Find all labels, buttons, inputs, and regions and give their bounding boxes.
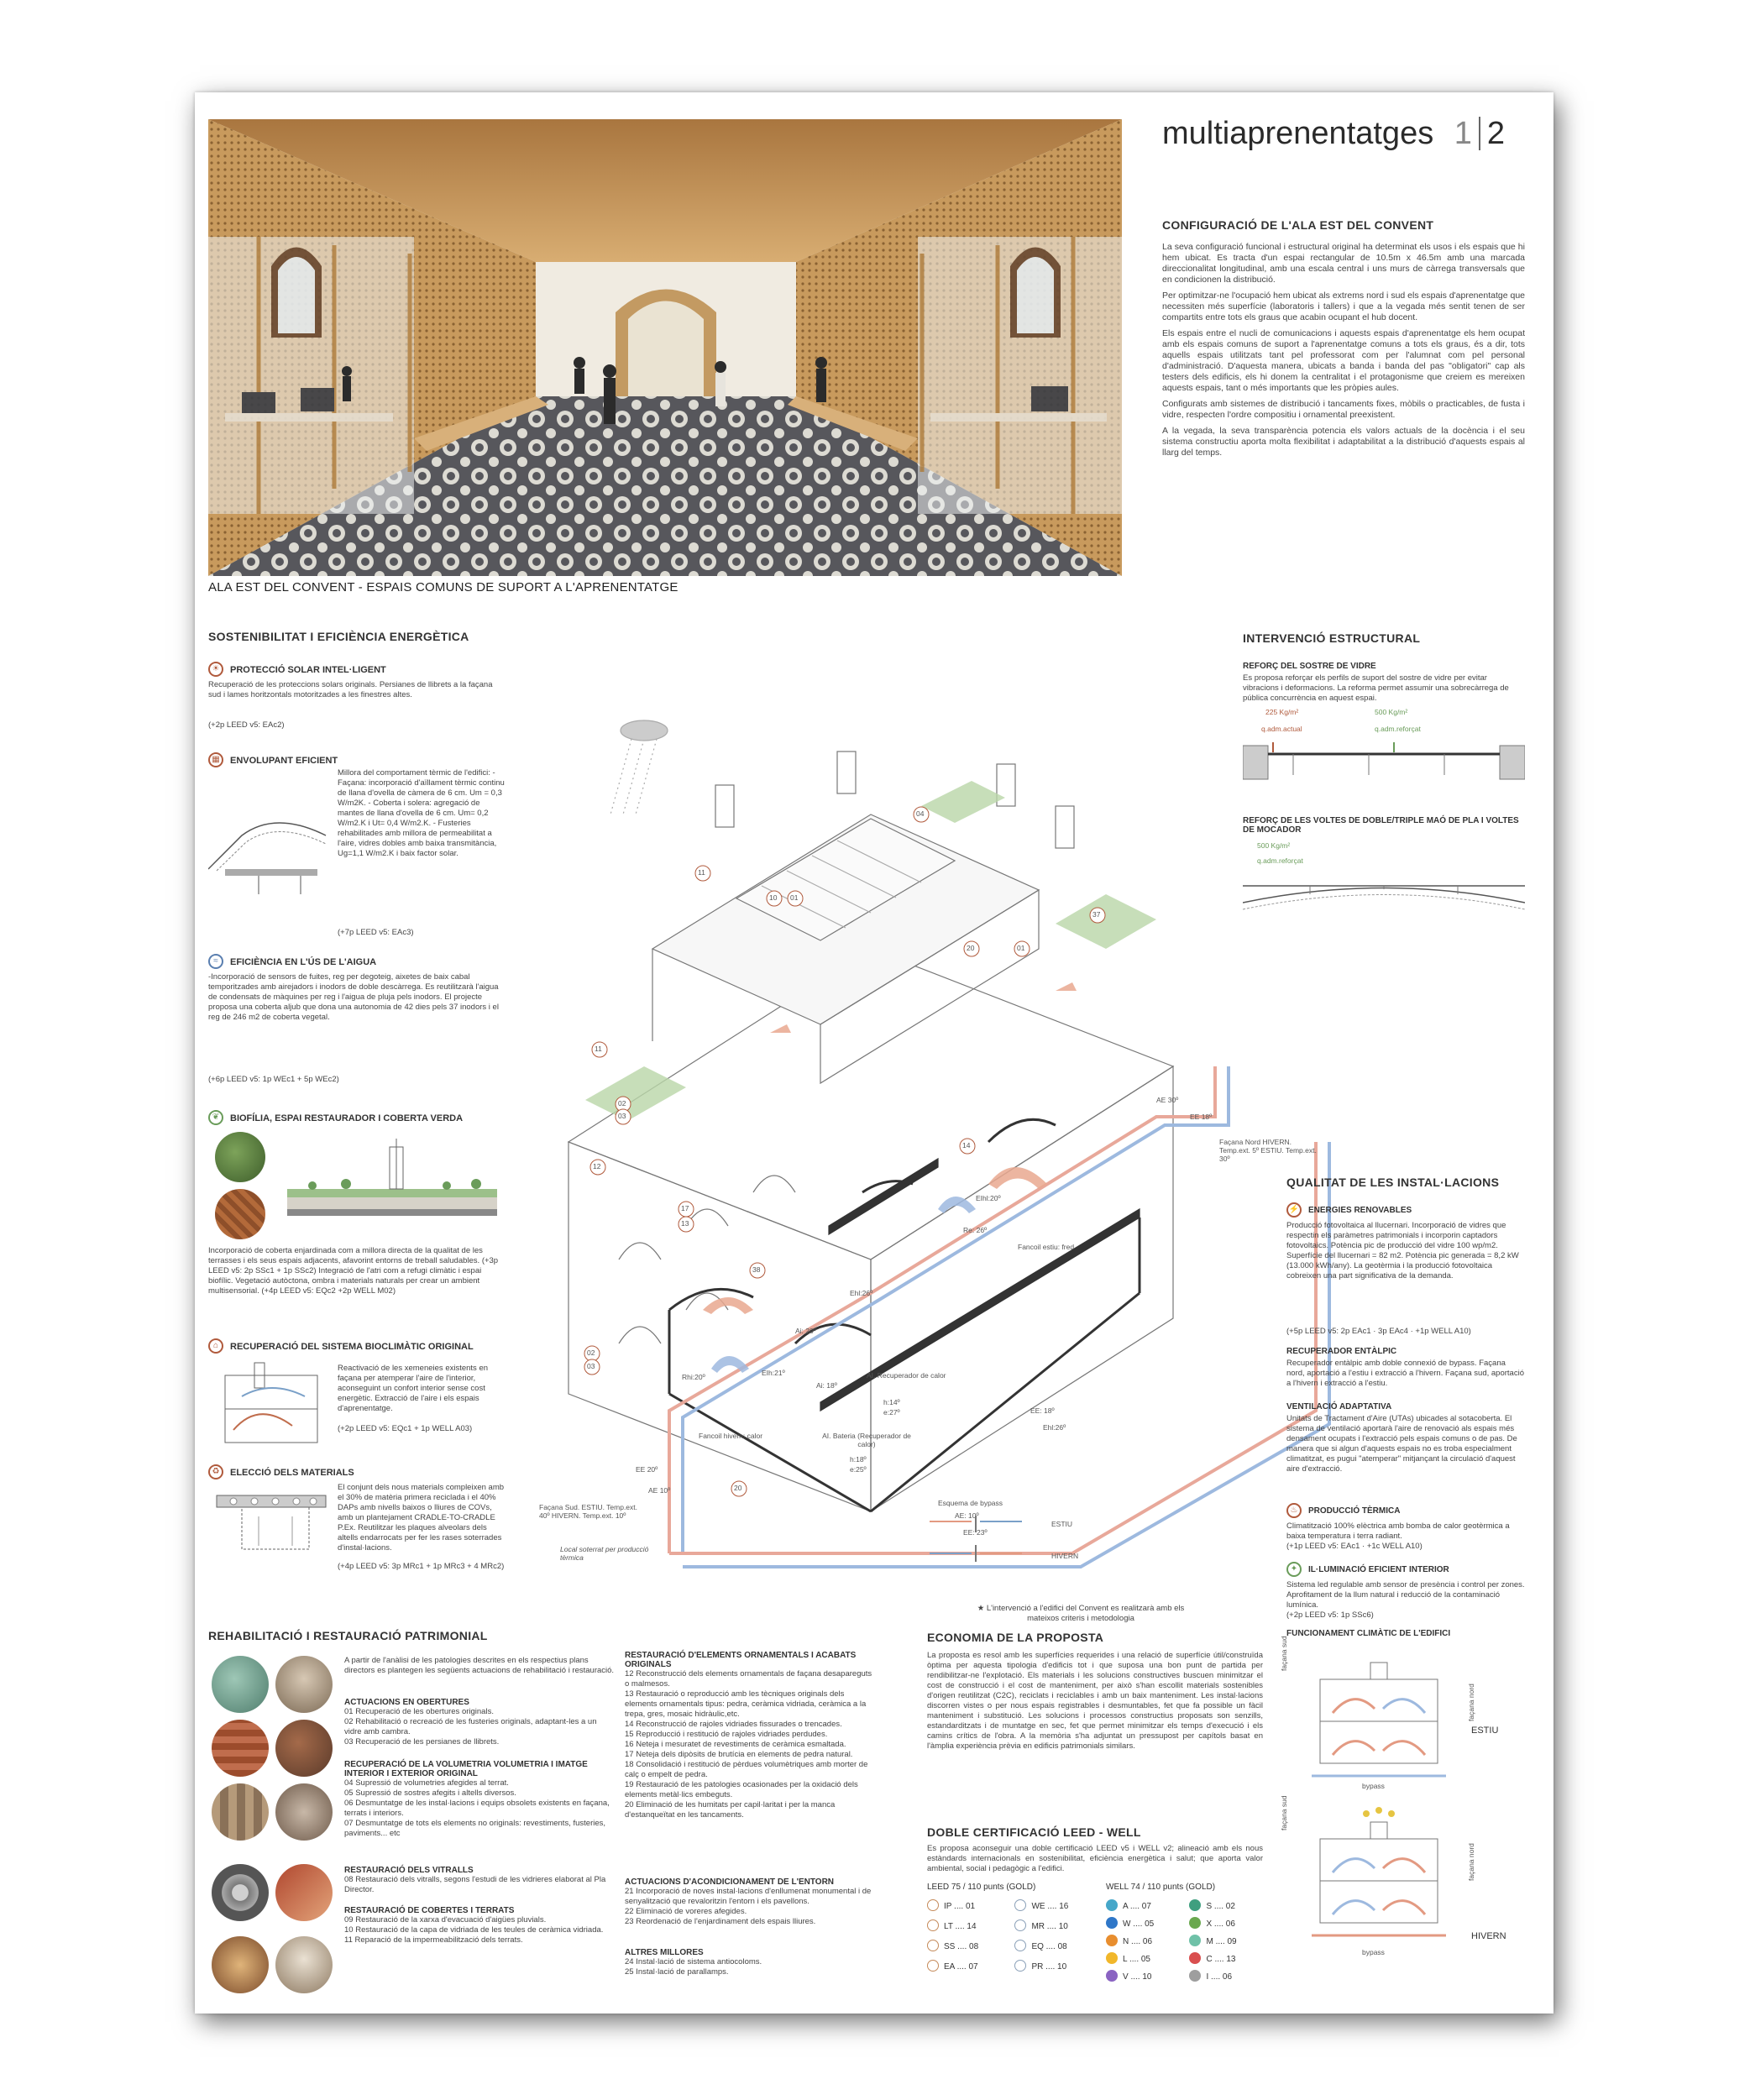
qualitat-item-4-title: PRODUCCIÓ TÈRMICA bbox=[1308, 1506, 1401, 1516]
rehab-col2-1-title: RESTAURACIÓ D'ELEMENTS ORNAMENTALS I ACABATS ORIGINALS bbox=[625, 1651, 857, 1669]
axon-label-fancoil-hivern: Fancoil hivern: calor bbox=[699, 1432, 763, 1440]
title-number-a: 1 bbox=[1454, 116, 1472, 151]
leed-col-1 bbox=[927, 1899, 1011, 1980]
estructural-load3: 500 Kg/m² bbox=[1257, 841, 1291, 850]
well-i-icon bbox=[1189, 1970, 1201, 1982]
rehab-col2-1-item-5: 16 Neteja i mesuratet de revestiments de ceràmica esmaltada. bbox=[625, 1740, 846, 1749]
sost-item-4-text: Incorporació de coberta enjardinada com a millora directa de la qualitat de les terrasses i els seus espais adjacents, afavorint entorns de treball saludables. (+3p LEED v5: 2p SSc1 + 1p SSc2) Integració de l'atri com a refugi climàtic i espai biofílic. Vegetació autòctona, ombra i materials naturals per crear un ambient multisensorial. (+4p LEED v5: EQc2 +2p WELL M02) bbox=[208, 1246, 499, 1296]
well-l-icon bbox=[1106, 1952, 1118, 1964]
axon-marker-01: 01 bbox=[790, 893, 799, 902]
rehab-4-item-2: 10 Restauració de la capa de vidriada de les teules de ceràmica vidriada. bbox=[344, 1925, 604, 1935]
rose-window-photo bbox=[212, 1864, 269, 1921]
shutters-photo bbox=[212, 1720, 269, 1777]
terrace-photo bbox=[275, 1936, 333, 1993]
rehab-col2-2-item-3: 23 Reordenació de l'enjardinament dels espais lliures. bbox=[625, 1917, 816, 1926]
sost-item-3-title: EFICIÈNCIA EN L'ÚS DE L'AIGUA bbox=[230, 957, 377, 967]
sun-icon: ☀ bbox=[208, 662, 223, 677]
axon-marker-20b: 20 bbox=[734, 1484, 742, 1492]
qualitat-item-5-title: IL·LUMINACIÓ EFICIENT INTERIOR bbox=[1308, 1565, 1449, 1574]
well-row-i: I .... 06 bbox=[1189, 1970, 1269, 1982]
well-row-v: V .... 10 bbox=[1106, 1970, 1186, 1982]
certificacio-text: Es proposa aconseguir una doble certificació LEED v5 i WELL v2; alineació amb els nous estàndards internacionals en sostenibilitat, eficiència energètica i salut; que aporta valor ambiental, social i pedagògic a l'edifici. bbox=[927, 1844, 1263, 1873]
summer-climate-diagram bbox=[1295, 1646, 1463, 1788]
axon-label-ee20: EE 20º bbox=[636, 1465, 658, 1474]
rehab-group-4-title: RESTAURACIÓ DE COBERTES I TERRATS bbox=[344, 1906, 515, 1915]
axon-marker-38: 38 bbox=[752, 1265, 761, 1274]
poster-title bbox=[1162, 116, 1505, 152]
axon-marker-03: 03 bbox=[618, 1112, 626, 1120]
bypass-scheme-diagram bbox=[913, 1511, 1039, 1579]
qualitat-item-1-leed: (+5p LEED v5: 2p EAc1 · 3p EAc4 · +1p WELL A10) bbox=[1286, 1327, 1471, 1336]
well-row-l: L .... 05 bbox=[1106, 1952, 1186, 1964]
leed-row-pr: PR .... 10 bbox=[1014, 1960, 1098, 1972]
rehab-1-item-1: 01 Recuperació de les obertures originals. bbox=[344, 1707, 494, 1716]
axon-label-fancoil-estiu: Fancoil estiu: fred bbox=[1018, 1243, 1075, 1251]
rehab-1-item-2: 02 Rehabilitació o recreació de les fusteries originals, adaptant-les a un vidre amb cambra. bbox=[344, 1717, 597, 1736]
rehab-1-item-3: 03 Recuperació de les persianes de llibrets. bbox=[344, 1737, 500, 1747]
axon-marker-37: 37 bbox=[1092, 910, 1101, 919]
config-p1: La seva configuració funcional i estructural original ha determinat els usos i els espais que hi hem ubicat. Es tracta d'un espai rectangular de 10.5m x 46.5m amb una marcada direccionalitat longitudinal, amb una escala central i uns murs de càrrega transversals que en condicionen la distribució. bbox=[1162, 242, 1525, 285]
bypass-heading: Esquema de bypass bbox=[938, 1499, 1003, 1507]
rehab-col2-group-1 bbox=[625, 1651, 877, 1820]
roof-section-diagram bbox=[208, 777, 334, 903]
leed-credits bbox=[927, 1899, 1103, 1980]
well-c-icon bbox=[1189, 1952, 1201, 1964]
well-col-2 bbox=[1189, 1899, 1269, 1987]
rehab-col2-1-item-2: 13 Restauració o reproducció amb les tècniques originals dels elements ornamentals tipus: pedra, ceràmica vidriada, ceràmica a la trepa, gres, mosaic hidràulic,etc. bbox=[625, 1689, 867, 1719]
sost-item-5-text: Reactivació de les xemeneies existents en façana per atemperar l'aire de l'interior, aconseguint un confort interior sense cost energètic. Extracció de l'aire i els espais d'aprenentatge. bbox=[338, 1364, 489, 1413]
qualitat-item-4-text: Climatització 100% elèctrica amb bomba de calor geotèrmica a baixa temperatura i terra radiant. bbox=[1286, 1521, 1510, 1541]
axon-label-ehl26: Ehl:26º bbox=[850, 1289, 873, 1297]
leed-ss-icon bbox=[927, 1940, 939, 1951]
axon-label-eih20: Rhi:20º bbox=[682, 1373, 705, 1381]
leed-row-mr: MR .... 10 bbox=[1014, 1919, 1098, 1931]
doors-photo bbox=[275, 1720, 333, 1777]
bypass-hivern: HIVERN bbox=[1051, 1552, 1079, 1560]
well-row-c: C .... 13 bbox=[1189, 1952, 1269, 1964]
rehab-group-3-title: RESTAURACIÓ DELS VITRALLS bbox=[344, 1866, 474, 1875]
estructural-sub2: REFORÇ DE LES VOLTES DE DOBLE/TRIPLE MAÓ DE PLA I VOLTES DE MOCADOR bbox=[1243, 816, 1519, 835]
solar-panel-icon: ⚡ bbox=[1286, 1202, 1302, 1218]
sost-item-2-text: Millora del comportament tèrmic de l'edifici: - Façana: incorporació d'aïllament tèrmic continu de llana d'ovella de càmera de 6 cm. Um = 0,3 W/m2K. - Coberta i solera: agregació de mantes de llana d'ovella de 6 cm. Um= 0,2 W/m2.K i Ut= 0,4 W/m2.K. - Fusteries rehabilitades amb millora de permeabilitat a l'aire, vidres dobles amb baixa transmitància, Ug=1,1 W/m2.K i baix factor solar. bbox=[338, 768, 505, 858]
sost-item-6-title: ELECCIÓ DELS MATERIALS bbox=[230, 1468, 354, 1478]
estructural-load1: 225 Kg/m² bbox=[1265, 708, 1299, 716]
sost-item-1-title: PROTECCIÓ SOLAR INTEL·LIGENT bbox=[230, 665, 386, 675]
leed-ip-icon bbox=[927, 1899, 939, 1911]
leed-row-lt: LT .... 14 bbox=[927, 1919, 1011, 1931]
estructural-text1: Es proposa reforçar els perfils de suport del sostre de vidre per evitar vibracions i deformacions. La reforma permet assumir una sobrecàrrega de pública concurrència en aquest espai. bbox=[1243, 673, 1509, 703]
rehab-2-item-1: 04 Supressió de volumetries afegides al terrat. bbox=[344, 1778, 509, 1788]
qualitat-item-1-text: Producció fotovoltaica al llucernari. Incorporació de vidres que respectin els paràmetres patrimonials i incorporin captadors fotovoltaics. Potència pic de producció del vidre 100 wp/m2. Superfície del llucernari = 82 m2. Potència pic generada = 8,2 kW (13.000 kWh/any). La geotèrmia i la producció fotovoltaica cobreixen una part significativa de la demanda. bbox=[1286, 1221, 1519, 1280]
well-v-icon bbox=[1106, 1970, 1118, 1982]
axon-note: ★ L'intervenció a l'edifici del Convent es realitzarà amb els mateixos criteris i metodologia bbox=[977, 1604, 1185, 1623]
rehab-col2-group-2 bbox=[625, 1877, 877, 1927]
axon-label-ai18: Ai: 18º bbox=[816, 1381, 837, 1390]
sost-item-5-title: RECUPERACIÓ DEL SISTEMA BIOCLIMÀTIC ORIGINAL bbox=[230, 1342, 474, 1352]
well-row-s: S .... 02 bbox=[1189, 1899, 1269, 1911]
well-s-icon bbox=[1189, 1899, 1201, 1911]
rehab-4-item-1: 09 Restauració de la xarxa d'evacuació d'aigües pluvials. bbox=[344, 1915, 547, 1925]
lightbulb-icon: ✦ bbox=[1286, 1562, 1302, 1577]
axon-label-ai20: Ai: 20º bbox=[795, 1327, 816, 1335]
winter-facana-sud: façana sud bbox=[1280, 1795, 1288, 1830]
rehab-group-3 bbox=[344, 1866, 615, 1895]
rehab-col2-2-item-2: 22 Eliminació de voreres afegides. bbox=[625, 1907, 747, 1916]
rehab-3-item-1: 08 Restauració dels vitralls, segons l'estudi de les vidrieres elaborat al Pla Director. bbox=[344, 1875, 606, 1894]
title-number-b: 2 bbox=[1486, 116, 1506, 151]
summer-facana-sud: façana sud bbox=[1280, 1636, 1288, 1671]
sost-item-3-text: -Incorporació de sensors de fuites, reg per degoteig, aixetes de baix cabal temporitzades amb airejadors i inodors de doble descàrrega. Es reutilitzarà l'aigua de condensats de màquines per reg i l'aigua de pluja pels inodors. El projecte proposa una coberta aljub que dona una autonomia de 42 dies pels 37 inodors i el reg de 246 m2 de coberta vegetal. bbox=[208, 972, 499, 1022]
roof-tiles-photo bbox=[212, 1936, 269, 1993]
leed-we-icon bbox=[1014, 1899, 1026, 1911]
qualitat-item-3-title: VENTILACIÓ ADAPTATIVA bbox=[1286, 1402, 1392, 1411]
well-w-icon bbox=[1106, 1917, 1118, 1929]
qualitat-item-5-text: Sistema led regulable amb sensor de presència i control per zones. Aprofitament de la llum natural i reducció de la contaminació lumínica. bbox=[1286, 1580, 1525, 1610]
axon-label-e27: e:27º bbox=[883, 1408, 900, 1417]
hollowcore-slab-diagram bbox=[208, 1483, 334, 1567]
rehabilitacio-heading: REHABILITACIÓ I RESTAURACIÓ PATRIMONIAL bbox=[208, 1629, 488, 1642]
certificacio-heading: DOBLE CERTIFICACIÓ LEED - WELL bbox=[927, 1825, 1141, 1839]
rehab-2-item-3: 06 Desmuntatge de les instal·lacions i equips obsolets existents en façana, terrats i interiors. bbox=[344, 1799, 610, 1818]
axon-label-eihl20: EIhl:20º bbox=[976, 1194, 1001, 1202]
well-row-m: M .... 09 bbox=[1189, 1935, 1269, 1946]
rehab-col2-1-item-8: 19 Restauració de les patologies ocasionades per la oxidació dels elements metàl·lics embeguts. bbox=[625, 1780, 858, 1799]
axon-note-text: L'intervenció a l'edifici del Convent es realitzarà amb els mateixos criteris i metodologia bbox=[986, 1604, 1185, 1623]
leed-row-ea: EA .... 07 bbox=[927, 1960, 1011, 1972]
leed-lt-icon bbox=[927, 1919, 939, 1931]
rehab-group-2-title: RECUPERACIÓ DE LA VOLUMETRIA VOLUMETRIA I IMATGE INTERIOR I EXTERIOR ORIGINAL bbox=[344, 1760, 588, 1778]
config-p3: Els espais entre el nucli de comunicacions i aquests espais d'aprenentatge els hem ocupat amb els espais comuns de suport a l'aprenentatge comuns a tots els graus, és a dir, tots aquells espais utilitzats tant pel professorat com per l'alumnat com pel personal d'administració. D'aquesta manera, ubicats a banda i banda del pas "obligatori" cap als testers dels edificis, els hi donem la centralitat i el protagonisme que creiem es mereixen aquests espais, tant o més importants que les pròpies aules. bbox=[1162, 328, 1525, 393]
qualitat-heading: QUALITAT DE LES INSTAL·LACIONS bbox=[1286, 1176, 1500, 1189]
qualitat-item-2-text: Recuperador entàlpic amb doble connexió de bypass. Façana nord, aportació a l'estiu i extracció a l'hivern. Façana sud, aportació a l'hivern i extracció a l'estiu. bbox=[1286, 1359, 1524, 1388]
axon-label-h18: h:18º bbox=[850, 1455, 867, 1464]
leed-row-ip: IP .... 01 bbox=[927, 1899, 1011, 1911]
leaf-icon: ❦ bbox=[208, 1110, 223, 1125]
rehab-group-4 bbox=[344, 1906, 615, 1946]
funcionament-heading: FUNCIONAMENT CLIMÀTIC DE L'EDIFICI bbox=[1286, 1629, 1451, 1638]
axon-marker-02b: 02 bbox=[587, 1349, 595, 1357]
hero-caption: ALA EST DEL CONVENT - ESPAIS COMUNS DE SUPORT A L'APRENENTATGE bbox=[208, 580, 679, 594]
qualitat-item-1-title: ENERGIES RENOVABLES bbox=[1308, 1206, 1412, 1215]
rehab-group-1-title: ACTUACIONS EN OBERTURES bbox=[344, 1698, 469, 1707]
config-p2: Per optimitzar-ne l'ocupació hem ubicat als extrems nord i sud els espais d'aprenentatge que necessiten més superfície (laboratoris i tallers) i que a la vegada més sentit tenen de ser compartits entre tots els graus que acabin ocupant el hub docent. bbox=[1162, 291, 1525, 322]
wall-detail-photo bbox=[275, 1783, 333, 1841]
well-x-icon bbox=[1189, 1917, 1201, 1929]
well-credits bbox=[1106, 1899, 1274, 1987]
qualitat-item-4-leed: (+1p LEED v5: EAc1 · +1c WELL A10) bbox=[1286, 1542, 1423, 1551]
estructural-q2: q.adm.reforçat bbox=[1375, 725, 1421, 733]
rehab-col2-1-item-7: 18 Consolidació i restitució de pèrdues volumètriques amb morter de calç o empelt de pedra. bbox=[625, 1760, 868, 1779]
rehabilitacio-intro: A partir de l'anàlisi de les patologies descrites en els respectius plans directors es plantegen les següents actuacions de rehabilitació i restauració. bbox=[344, 1656, 615, 1675]
axon-label-re26: Re: 26º bbox=[963, 1226, 988, 1234]
plants-photo bbox=[215, 1132, 265, 1182]
materials-icon: ♻ bbox=[208, 1464, 223, 1479]
axon-marker-01b: 01 bbox=[1017, 944, 1025, 952]
qualitat-item-5-leed: (+2p LEED v5: 1p SSc6) bbox=[1286, 1610, 1374, 1620]
stained-glass-photo bbox=[275, 1864, 333, 1921]
axon-label-ae10: AE: 10º bbox=[955, 1511, 979, 1520]
rehab-col2-1-item-9: 20 Eliminació de les humitats per capil·laritat i per la manca d'estanqueïtat en les tancaments. bbox=[625, 1800, 836, 1820]
rehab-2-item-2: 05 Supressió de sostres afegits i altells diversos. bbox=[344, 1788, 516, 1798]
estructural-q3: q.adm.reforçat bbox=[1257, 856, 1303, 865]
leed-row-eq: EQ .... 08 bbox=[1014, 1940, 1098, 1951]
axon-marker-11b: 11 bbox=[595, 1045, 602, 1053]
winter-bypass-label: bypass bbox=[1362, 1948, 1385, 1956]
well-score-label: WELL 74 / 110 punts (GOLD) bbox=[1106, 1883, 1216, 1892]
estructural-load2: 500 Kg/m² bbox=[1375, 708, 1408, 716]
axon-marker-17: 17 bbox=[681, 1204, 689, 1212]
sost-item-6-leed: (+4p LEED v5: 3p MRc1 + 1p MRc3 + 4 MRc2) bbox=[338, 1562, 505, 1571]
well-row-n: N .... 06 bbox=[1106, 1935, 1186, 1946]
axon-marker-02: 02 bbox=[618, 1099, 626, 1108]
winter-climate-diagram bbox=[1295, 1805, 1463, 1948]
chimney-icon: ⌂ bbox=[208, 1338, 223, 1354]
heat-pump-icon: ♨ bbox=[1286, 1503, 1302, 1518]
well-n-icon bbox=[1106, 1935, 1118, 1946]
estructural-sub1: REFORÇ DEL SOSTRE DE VIDRE bbox=[1243, 662, 1376, 671]
axon-marker-13: 13 bbox=[681, 1219, 689, 1228]
envelope-icon: ▦ bbox=[208, 752, 223, 767]
sost-item-6-text: El conjunt dels nous materials compleixen amb el 30% de matèria primera reciclada i el 40% DAPs amb nivells baixos o lliures de COVs, amb un plantejament CRADLE-TO-CRADLE P.Ex. Reutilitzar les plaques alveolars dels altells endarrocats per fer les rases soterrades d'instal·lacions. bbox=[338, 1483, 505, 1553]
wood-photo bbox=[215, 1189, 265, 1239]
axon-marker-12: 12 bbox=[593, 1162, 601, 1170]
sost-item-5-leed: (+2p LEED v5: EQc1 + 1p WELL A03) bbox=[338, 1424, 473, 1433]
rehab-col2-1-item-3: 14 Reconstrucció de rajoles vidriades fissurades o trencades. bbox=[625, 1720, 842, 1729]
leed-ea-icon bbox=[927, 1960, 939, 1972]
config-p4: Configurats amb sistemes de distribució i tancaments fixes, mòbils o practicables, de fusta i vidre, respecten l'ordre compositiu i ornamental preexistent. bbox=[1162, 399, 1525, 420]
axon-label-recuperador: AI. Recuperador de calor bbox=[867, 1371, 946, 1380]
arch-detail-photo bbox=[275, 1656, 333, 1713]
axon-label-e25: e:25º bbox=[850, 1465, 867, 1474]
water-icon: ≈ bbox=[208, 954, 223, 969]
winter-facana-nord: façana nord bbox=[1467, 1843, 1475, 1881]
masonry-photo bbox=[212, 1783, 269, 1841]
config-p5: A la vegada, la seva transparència potencia els valors actuals de la docència i el seu sistema constructiu aporta molta flexibilitat i adaptabilitat a la distribució d'aquests espais al llarg del temps. bbox=[1162, 426, 1525, 458]
rehab-4-item-3: 11 Reparació de la impermeabilització dels terrats. bbox=[344, 1935, 523, 1945]
estructural-q1: q.adm.actual bbox=[1261, 725, 1302, 733]
well-row-x: X .... 06 bbox=[1189, 1917, 1269, 1929]
axon-label-ee23: EE: 23º bbox=[963, 1528, 988, 1537]
axon-label-local: Local soterrat per producció tèrmica bbox=[560, 1545, 649, 1562]
config-text bbox=[1162, 242, 1525, 463]
glass-roof-section-diagram bbox=[1243, 737, 1525, 804]
axon-label-ae20: EE: 18º bbox=[1030, 1406, 1055, 1415]
vault-section-diagram bbox=[1243, 869, 1525, 961]
sost-item-3-leed: (+6p LEED v5: 1p WEc1 + 5p WEc2) bbox=[208, 1075, 339, 1084]
axon-label-facana-sud: Façana Sud. ESTIU. Temp.ext. 40º HIVERN. Temp.ext. 10º bbox=[539, 1503, 638, 1520]
rehab-col2-3-item-2: 25 Instal·lació de parallamps. bbox=[625, 1967, 729, 1977]
axon-marker-14: 14 bbox=[962, 1141, 971, 1150]
config-heading: CONFIGURACIÓ DE L'ALA EST DEL CONVENT bbox=[1162, 218, 1434, 232]
well-a-icon bbox=[1106, 1899, 1118, 1911]
summer-facana-nord: façana nord bbox=[1467, 1684, 1475, 1721]
winter-label: HIVERN bbox=[1471, 1931, 1506, 1941]
leed-row-we: WE .... 16 bbox=[1014, 1899, 1098, 1911]
economia-text: La proposta es resol amb les superfícies requerides i una relació de superfície útil/construïda òptima per aquesta tipologia d'edificis tot i que suposa una bon punt de partida per rendibilitzar-ne l'explotació. Els materials i les solucions constructives buscuen minimitzar el cost de construcció i el cost de manteniment, per això s'han escollit materials sostenibles d'origen reutilitzat (C2C), reciclats i reciclables i amb un baix manteniment. Les instal·lacions discorren vistes o per nous espais registrables i desmuntables, fet que fa possible un fàcil manteniment i substitució. Les solucions i processos constructius proposats son senzills, estandarditzats i de muntatge en sec, fet que permet minimitzar els temps d'execució i els camins crítics de l'obra. A la memòria s'ha adjuntat un pressupost per capítols basat en l'àmplia experiència prèvia en edificis patrimonials similars. bbox=[927, 1651, 1263, 1751]
axon-label-eih21: EIh:21º bbox=[762, 1369, 785, 1377]
axon-marker-10: 10 bbox=[769, 893, 778, 902]
leed-col-2 bbox=[1014, 1899, 1098, 1980]
green-roof-section-diagram bbox=[279, 1130, 507, 1239]
summer-bypass-label: bypass bbox=[1362, 1782, 1385, 1790]
rehab-col2-1-item-1: 12 Reconstrucció dels elements ornamentals de façana desapareguts o malmesos. bbox=[625, 1669, 872, 1689]
rehab-col2-group-3 bbox=[625, 1948, 877, 1977]
axon-label-ae10b: AE 10º bbox=[648, 1486, 671, 1495]
axon-marker-20: 20 bbox=[967, 944, 975, 952]
axon-marker-04: 04 bbox=[916, 809, 925, 818]
qualitat-item-3-text: Unitats de Tractament d'Aire (UTAs) ubicades al sotacoberta. El sistema de ventilació aportarà l'aire de renovació als espais més densament ocupats i l'extracció pels espais comuns o de pas. De manera que si algun d'aquests espais no es troba especialment climatitzat, es pugui "atemperar" mitjançant la circulació d'aquest aire d'extracció. bbox=[1286, 1414, 1517, 1474]
leed-row-ss: SS .... 08 bbox=[927, 1940, 1011, 1951]
sost-item-1-text: Recuperació de les proteccions solars originals. Persianes de llibrets a la façana sud i lames horitzontals motoritzades a les finestres altes. bbox=[208, 680, 493, 699]
axon-label-ee18b: Ehl:26º bbox=[1043, 1423, 1066, 1432]
leed-eq-icon bbox=[1014, 1940, 1026, 1951]
economia-heading: ECONOMIA DE LA PROPOSTA bbox=[927, 1631, 1104, 1644]
sostenibilitat-heading: SOSTENIBILITAT I EFICIÈNCIA ENERGÈTICA bbox=[208, 630, 469, 643]
well-col-1 bbox=[1106, 1899, 1186, 1987]
qualitat-item-2-title: RECUPERADOR ENTÀLPIC bbox=[1286, 1347, 1397, 1356]
axon-marker-03b: 03 bbox=[587, 1362, 595, 1370]
rehab-group-2 bbox=[344, 1760, 615, 1839]
sost-item-4-title: BIOFÍLIA, ESPAI RESTAURADOR I COBERTA VERDA bbox=[230, 1113, 464, 1123]
summer-label: ESTIU bbox=[1471, 1726, 1499, 1736]
facade-window-photo bbox=[212, 1656, 269, 1713]
rehab-group-1 bbox=[344, 1698, 615, 1747]
rehab-2-item-4: 07 Desmuntatge de tots els elements no originals: revestiments, fusteries, paviments... etc bbox=[344, 1819, 606, 1838]
bioclimatic-section-diagram bbox=[208, 1359, 334, 1451]
hero-render-image bbox=[208, 119, 1122, 576]
leed-pr-icon bbox=[1014, 1960, 1026, 1972]
interior-corridor-illustration bbox=[208, 119, 1122, 576]
axon-marker-11: 11 bbox=[698, 868, 705, 877]
poster-sheet bbox=[195, 92, 1554, 2014]
rehab-col2-2-item-1: 21 Incorporació de noves instal·lacions d'enllumenat monumental i de senyalització que revaloritzin l'entorn i els pavellons. bbox=[625, 1887, 872, 1906]
title-text: multiaprenentatges bbox=[1162, 116, 1434, 151]
axon-label-facana-nord: Façana Nord HIVERN. Temp.ext. 5º ESTIU. Temp.ext. 30º bbox=[1219, 1138, 1317, 1163]
rehab-col2-2-title: ACTUACIONS D'ACONDICIONAMENT DE L'ENTORN bbox=[625, 1877, 835, 1887]
rehab-col2-3-item-1: 24 Instal·lació de sistema antiocoloms. bbox=[625, 1957, 762, 1966]
estructural-heading: INTERVENCIÓ ESTRUCTURAL bbox=[1243, 631, 1421, 645]
well-row-w: W .... 05 bbox=[1106, 1917, 1186, 1929]
well-row-a: A .... 07 bbox=[1106, 1899, 1186, 1911]
axon-label-bateria: AI. Bateria (Recuperador de calor) bbox=[822, 1432, 911, 1448]
rehab-col2-1-item-6: 17 Neteja dels dipòsits de brutícia en elements de pedra natural. bbox=[625, 1750, 853, 1759]
leed-score-label: LEED 75 / 110 punts (GOLD) bbox=[927, 1883, 1036, 1892]
title-separator bbox=[1479, 117, 1480, 150]
sost-item-2-leed: (+7p LEED v5: EAc3) bbox=[338, 928, 414, 937]
axon-label-ae30: AE 30º bbox=[1156, 1096, 1179, 1104]
axon-label-ee18: EE 18º bbox=[1190, 1113, 1213, 1121]
well-m-icon bbox=[1189, 1935, 1201, 1946]
sost-item-2-title: ENVOLUPANT EFICIENT bbox=[230, 756, 338, 766]
rehab-col2-3-title: ALTRES MILLORES bbox=[625, 1948, 704, 1957]
leed-mr-icon bbox=[1014, 1919, 1026, 1931]
axon-label-h14: h:14º bbox=[883, 1398, 900, 1406]
bypass-estiu: ESTIU bbox=[1051, 1520, 1073, 1528]
rehab-col2-1-item-4: 15 Reproducció i restitució de rajoles vidriades perdudes. bbox=[625, 1730, 828, 1739]
sost-item-1-leed: (+2p LEED v5: EAc2) bbox=[208, 720, 285, 730]
